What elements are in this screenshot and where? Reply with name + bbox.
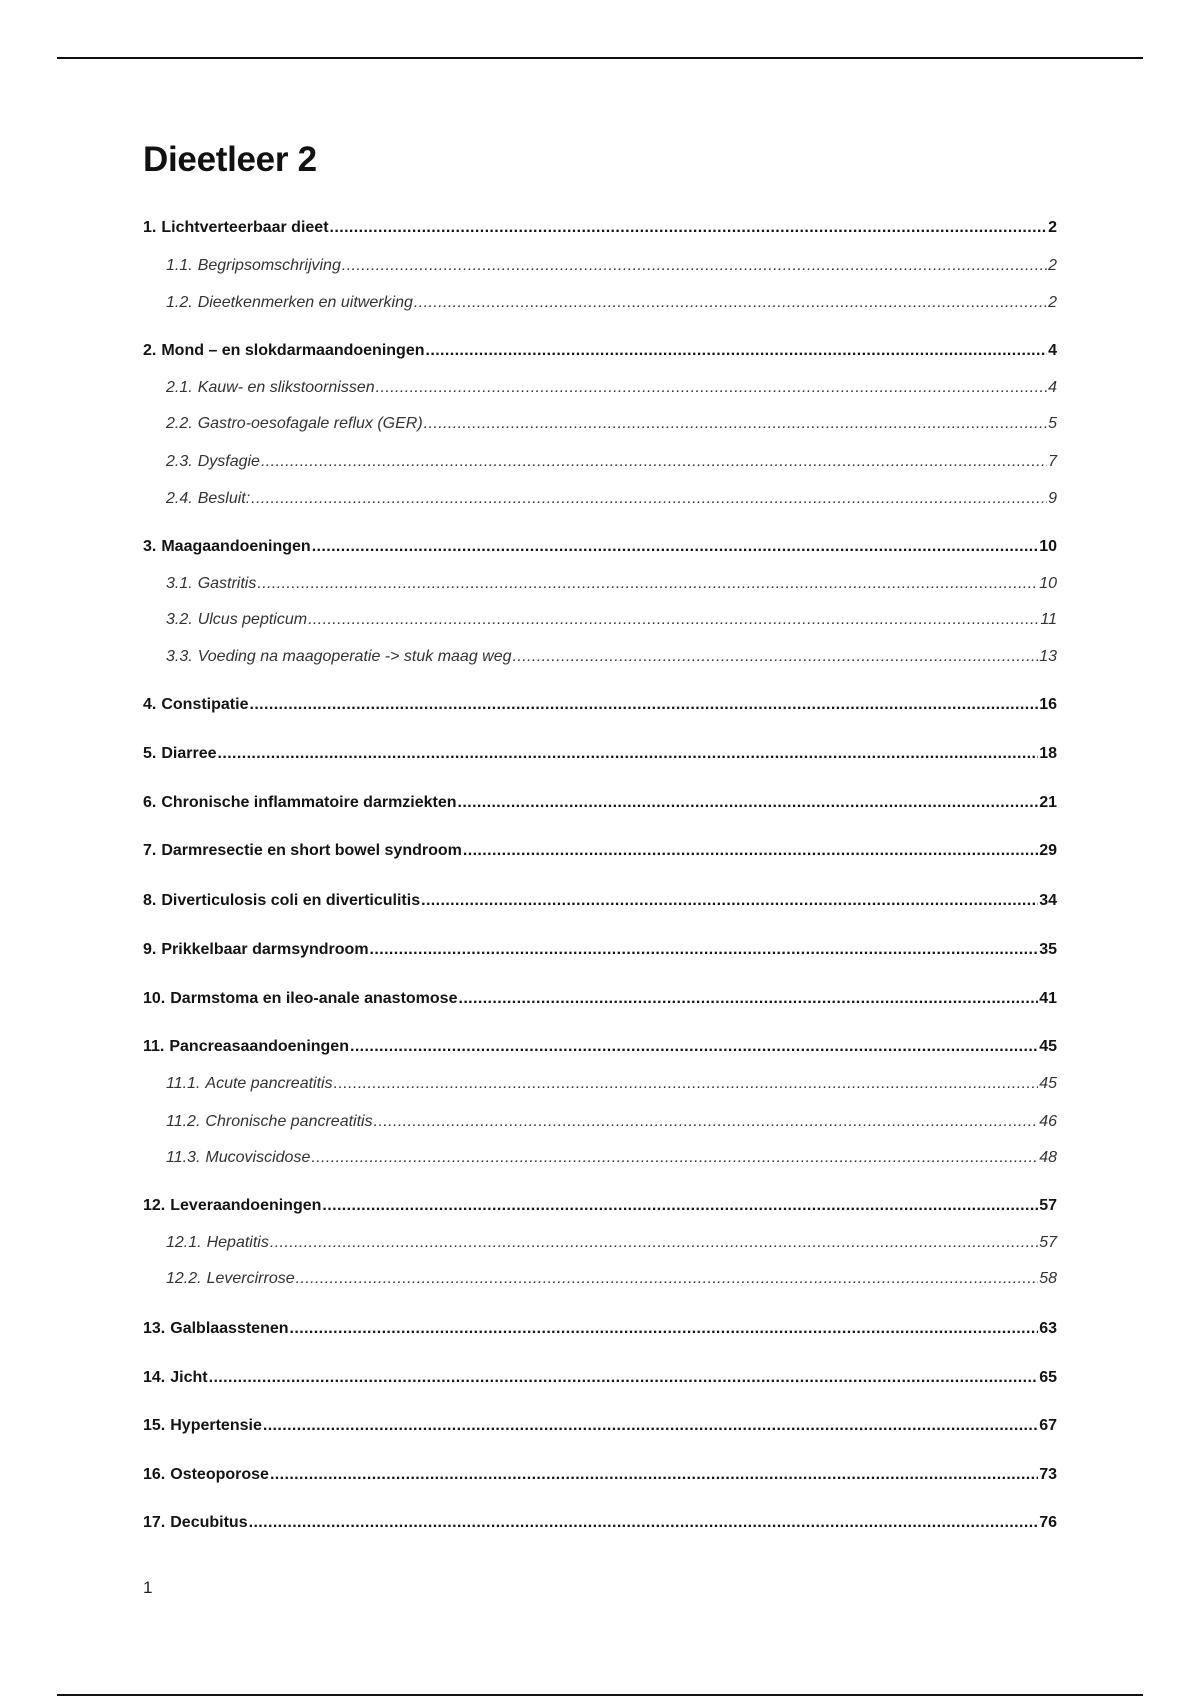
toc-entry-page: 10 [1039,575,1057,592]
toc-entry-page: 63 [1039,1320,1057,1337]
toc-dot-leader [421,889,1038,913]
toc-entry-page: 58 [1039,1270,1057,1287]
toc-entry[interactable] [143,216,1057,240]
toc-entry-title: Prikkelbaar darmsyndroom [161,941,369,958]
toc-entry-page: 4 [1048,379,1057,396]
toc-dot-leader [209,1366,1039,1390]
document-title: Dieetleer 2 [143,140,317,179]
toc-entry-title: Darmresectie en short bowel syndroom [161,842,462,859]
toc-entry-page: 10 [1039,538,1057,555]
toc-entry-number: 3.1. [166,575,193,592]
toc-subentry[interactable] [143,1072,1057,1096]
toc-dot-leader [334,1072,1039,1096]
toc-entry-title: Begripsomschrijving [197,257,341,274]
toc-subentry[interactable] [143,254,1057,278]
toc-dot-leader [370,938,1039,962]
toc-dot-leader [322,1194,1038,1218]
toc-entry-number: 12. [143,1197,166,1214]
toc-entry-title: Hepatitis [206,1234,269,1251]
toc-dot-leader [426,339,1048,363]
toc-entry-page: 73 [1039,1466,1057,1483]
toc-dot-leader [374,1110,1039,1134]
toc-entry-title: Ulcus pepticum [197,611,308,628]
toc-dot-leader [311,1146,1038,1170]
footer-rule [57,1694,1143,1696]
toc-entry-number: 11. [143,1038,165,1055]
toc-entry-page: 45 [1039,1075,1057,1092]
toc-dot-leader [257,572,1038,596]
toc-dot-leader [376,376,1047,400]
toc-dot-leader [414,291,1047,315]
toc-entry-title: Chronische pancreatitis [205,1113,373,1130]
toc-entry-title: Hypertensie [170,1417,262,1434]
toc-entry-title: Decubitus [170,1514,248,1531]
toc-entry[interactable] [143,742,1057,766]
toc-dot-leader [458,987,1038,1011]
toc-entry-number: 5. [143,745,157,762]
toc-entry-number: 16. [143,1466,166,1483]
toc-dot-leader [330,216,1048,240]
toc-entry-number: 3. [143,538,157,555]
toc-subentry[interactable] [143,487,1057,511]
toc-entry-page: 9 [1048,490,1057,507]
toc-dot-leader [458,791,1039,815]
toc-entry-number: 1. [143,219,157,236]
toc-subentry[interactable] [143,608,1057,632]
toc-entry-title: Jicht [170,1369,208,1386]
toc-entry-number: 1.1. [166,257,193,274]
toc-entry-number: 7. [143,842,157,859]
toc-entry-title: Leveraandoeningen [170,1197,322,1214]
toc-entry-number: 4. [143,696,157,713]
toc-entry-number: 2.3. [166,453,193,470]
toc-entry-number: 6. [143,794,157,811]
toc-entry-page: 7 [1048,453,1057,470]
toc-dot-leader [261,450,1047,474]
toc-subentry[interactable] [143,412,1057,436]
toc-entry[interactable] [143,1463,1057,1487]
toc-entry-title: Besluit: [197,490,251,507]
toc-dot-leader [342,254,1047,278]
toc-dot-leader [270,1231,1038,1255]
toc-subentry[interactable] [143,1231,1057,1255]
toc-dot-leader [513,645,1039,669]
toc-entry-number: 3.2. [166,611,193,628]
toc-dot-leader [249,693,1038,717]
toc-entry-page: 34 [1039,892,1057,909]
toc-entry-number: 9. [143,941,157,958]
toc-entry-page: 4 [1048,342,1057,359]
toc-entry-title: Kauw- en slikstoornissen [197,379,375,396]
toc-entry-title: Chronische inflammatoire darmziekten [161,794,457,811]
toc-dot-leader [290,1317,1039,1341]
toc-entry-page: 48 [1039,1149,1057,1166]
toc-entry[interactable] [143,339,1057,363]
toc-entry-title: Pancreasaandoeningen [169,1038,349,1055]
toc-entry-title: Constipatie [161,696,249,713]
toc-entry-title: Gastritis [197,575,257,592]
toc-dot-leader [463,839,1038,863]
toc-entry[interactable] [143,1414,1057,1438]
toc-dot-leader [251,487,1047,511]
toc-entry-page: 5 [1048,415,1057,432]
toc-dot-leader [308,608,1039,632]
toc-entry-page: 18 [1039,745,1057,762]
toc-entry[interactable] [143,839,1057,863]
toc-entry-page: 11 [1040,611,1057,628]
toc-entry-title: Gastro-oesofagale reflux (GER) [197,415,423,432]
toc-dot-leader [249,1511,1039,1535]
toc-entry-page: 46 [1039,1113,1057,1130]
toc-subentry[interactable] [143,450,1057,474]
toc-entry-title: Diarree [161,745,217,762]
toc-entry-title: Darmstoma en ileo-anale anastomose [170,990,458,1007]
toc-entry-number: 13. [143,1320,166,1337]
toc-subentry[interactable] [143,645,1057,669]
toc-entry-page: 2 [1048,257,1057,274]
toc-entry-number: 1.2. [166,294,193,311]
toc-entry[interactable] [143,1511,1057,1535]
toc-entry-number: 14. [143,1369,166,1386]
toc-entry[interactable] [143,535,1057,559]
toc-entry-title: Galblaasstenen [170,1320,289,1337]
toc-entry-page: 2 [1048,294,1057,311]
toc-entry-number: 2. [143,342,157,359]
toc-entry-number: 17. [143,1514,166,1531]
toc-entry[interactable] [143,938,1057,962]
table-of-contents [143,0,1057,1600]
toc-entry-number: 11.2. [166,1113,201,1130]
toc-dot-leader [350,1035,1038,1059]
toc-entry-page: 29 [1039,842,1057,859]
toc-entry-number: 2.1. [166,379,193,396]
toc-entry-number: 3.3. [166,648,193,665]
toc-entry-title: Dieetkenmerken en uitwerking [197,294,413,311]
toc-entry-title: Voeding na maagoperatie -> stuk maag weg [197,648,512,665]
toc-entry-page: 2 [1048,219,1057,236]
toc-dot-leader [296,1267,1039,1291]
toc-entry-number: 15. [143,1417,166,1434]
toc-entry-title: Osteoporose [170,1466,269,1483]
toc-entry-number: 11.1. [166,1075,201,1092]
toc-entry[interactable] [143,1194,1057,1218]
toc-entry-number: 8. [143,892,157,909]
toc-entry-page: 41 [1039,990,1057,1007]
toc-entry-page: 16 [1039,696,1057,713]
toc-entry-page: 57 [1039,1197,1057,1214]
toc-subentry[interactable] [143,1146,1057,1170]
toc-entry[interactable] [143,1035,1057,1059]
toc-entry-number: 11.3. [166,1149,201,1166]
toc-entry[interactable] [143,1317,1057,1341]
toc-entry-number: 2.2. [166,415,193,432]
toc-entry-title: Diverticulosis coli en diverticulitis [161,892,421,909]
toc-entry-title: Lichtverteerbaar dieet [161,219,329,236]
toc-subentry[interactable] [143,1110,1057,1134]
toc-entry[interactable] [143,1366,1057,1390]
toc-dot-leader [263,1414,1038,1438]
toc-entry-page: 76 [1039,1514,1057,1531]
toc-dot-leader [218,742,1039,766]
toc-entry-number: 12.2. [166,1270,202,1287]
toc-entry-title: Dysfagie [197,453,260,470]
toc-subentry[interactable] [143,376,1057,400]
toc-entry-number: 10. [143,990,166,1007]
toc-entry-title: Maagaandoeningen [161,538,311,555]
toc-entry-title: Acute pancreatitis [205,1075,333,1092]
toc-dot-leader [424,412,1047,436]
toc-dot-leader [312,535,1039,559]
toc-entry[interactable] [143,889,1057,913]
toc-entry-number: 2.4. [166,490,193,507]
toc-entry-page: 45 [1039,1038,1057,1055]
toc-subentry[interactable] [143,572,1057,596]
toc-entry-title: Levercirrose [206,1270,295,1287]
toc-entry-page: 57 [1039,1234,1057,1251]
toc-entry[interactable] [143,987,1057,1011]
toc-entry-page: 21 [1039,794,1057,811]
toc-entry-number: 12.1. [166,1234,202,1251]
toc-entry-page: 35 [1039,941,1057,958]
toc-entry-page: 13 [1039,648,1057,665]
toc-entry[interactable] [143,693,1057,717]
toc-dot-leader [270,1463,1038,1487]
toc-entry[interactable] [143,791,1057,815]
toc-entry-page: 65 [1039,1369,1057,1386]
toc-subentry[interactable] [143,291,1057,315]
page-number: 1 [143,1578,153,1597]
toc-subentry[interactable] [143,1267,1057,1291]
toc-entry-page: 67 [1039,1417,1057,1434]
toc-entry-title: Mucoviscidose [205,1149,311,1166]
toc-entry-title: Mond – en slokdarmaandoeningen [161,342,425,359]
